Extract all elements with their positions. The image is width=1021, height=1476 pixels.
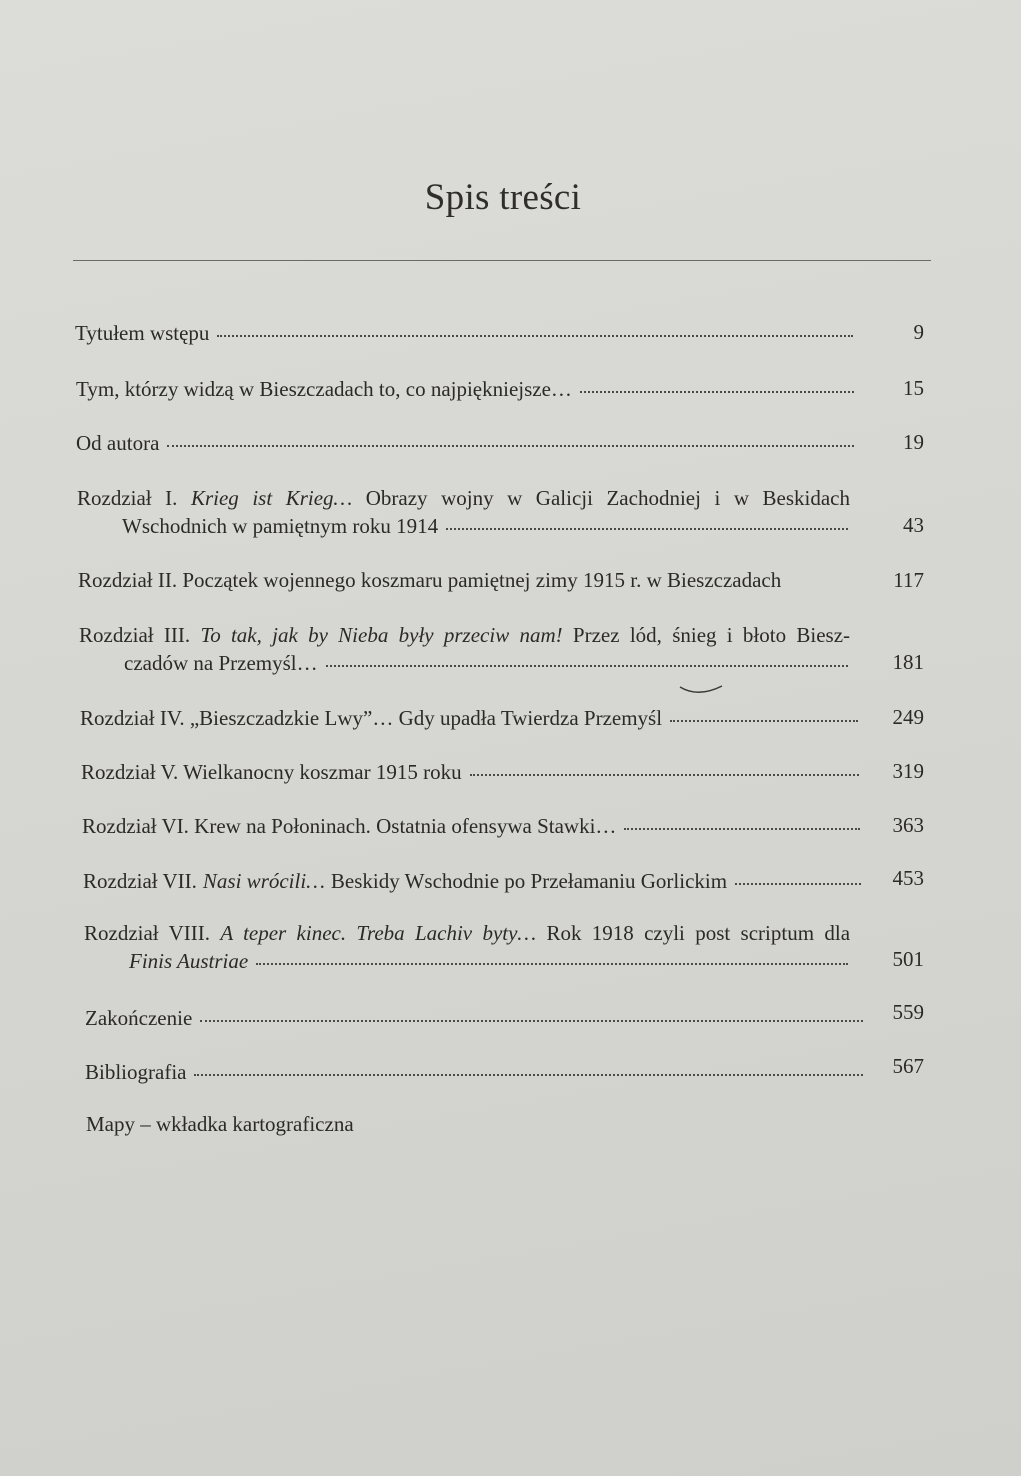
chapter-title-cont: Finis Austriae (129, 949, 249, 973)
entry-title: Zakończenie (85, 1006, 193, 1030)
toc-entry-dedication (76, 374, 856, 404)
chapter-title: Beskidy Wschodnie po Przełamaniu Gorlickim (330, 869, 728, 893)
page-number: 501 (892, 947, 924, 971)
chapter-number: Rozdział VII. (83, 869, 197, 893)
toc-entry-zakonczenie (85, 1003, 865, 1033)
page-number: 9 (913, 320, 924, 344)
page-number: 117 (893, 568, 924, 592)
page-number: 319 (892, 759, 924, 783)
page-number: 249 (892, 705, 924, 729)
entry-title: Tym, którzy widzą w Bieszczadach to, co najpiękniejsze… (76, 377, 572, 401)
toc-entry-rozdzial-8 (84, 919, 850, 976)
entry-title: Mapy – wkładka kartograficzna (86, 1112, 354, 1136)
chapter-title: Rozdział IV. „Bieszczadzkie Lwy”… Gdy upadła Twierdza Przemyśl (80, 706, 663, 730)
toc-entry-rozdzial-6 (82, 811, 862, 841)
page-number: 19 (903, 430, 924, 454)
toc-entry-rozdzial-5 (81, 757, 861, 787)
toc-entry-rozdzial-4 (80, 703, 860, 733)
page-title: Spis treści (424, 177, 582, 218)
entry-title: Bibliografia (85, 1060, 187, 1084)
pencil-mark-icon (678, 684, 724, 696)
chapter-title: Obrazy wojny w Galicji Zachodniej i w Beskidach (365, 486, 850, 510)
dot-leader (326, 645, 848, 667)
dot-leader (624, 808, 860, 830)
chapter-title-cont: czadów na Przemyśl… (124, 651, 318, 675)
chapter-italic-title: To tak, jak by Nieba były przeciw nam! (200, 623, 563, 647)
dot-leader (217, 315, 853, 337)
page-number: 453 (892, 866, 924, 890)
chapter-italic-title: Nasi wrócili… (202, 869, 325, 893)
dot-leader (470, 754, 859, 776)
entry-title: Od autora (76, 431, 160, 455)
page-number: 15 (903, 376, 924, 400)
toc-entry-rozdzial-3 (79, 621, 850, 678)
toc-entry-tytulem-wstepu (75, 318, 855, 348)
toc-entry-rozdzial-2 (78, 566, 858, 595)
toc-entry-rozdzial-7 (83, 866, 863, 896)
chapter-number: Rozdział VIII. (84, 921, 210, 945)
page-number: 363 (892, 813, 924, 837)
toc-entry-mapy (86, 1110, 866, 1139)
page-number: 43 (903, 513, 924, 537)
entry-title: Tytułem wstępu (75, 321, 210, 345)
dot-leader (194, 1054, 863, 1076)
dot-leader (670, 700, 858, 722)
chapter-title: Rozdział VI. Krew na Połoninach. Ostatnia ofensywa Stawki… (82, 814, 617, 838)
dot-leader (789, 564, 856, 584)
toc-entry-bibliografia (85, 1057, 865, 1087)
chapter-title: Przez lód, śnieg i błoto Biesz- (572, 623, 851, 647)
chapter-title-cont: Wschodnich w pamiętnym roku 1914 (122, 514, 439, 538)
toc-entry-rozdzial-1 (77, 484, 850, 541)
chapter-number: Rozdział I. (77, 486, 178, 510)
dot-leader (256, 943, 848, 965)
dot-leader (446, 508, 848, 530)
dot-leader (200, 1000, 863, 1022)
title-divider (73, 260, 931, 261)
chapter-italic-title: A teper kinec. Treba Lachiv byty… (220, 921, 537, 945)
chapter-title: Rozdział II. Początek wojennego koszmaru pamiętnej zimy 1915 r. w Bieszczadach (78, 568, 782, 592)
chapter-number: Rozdział III. (79, 623, 191, 647)
page-number: 567 (892, 1054, 924, 1078)
dot-leader (580, 371, 854, 393)
dot-leader (735, 863, 861, 885)
chapter-title: Rozdział V. Wielkanocny koszmar 1915 roku (81, 760, 462, 784)
chapter-italic-title: Krieg ist Krieg… (190, 486, 353, 510)
page-number: 559 (892, 1000, 924, 1024)
chapter-title: Rok 1918 czyli post scriptum dla (546, 921, 851, 945)
dot-leader (167, 425, 854, 447)
toc-entry-od-autora (76, 428, 856, 458)
page-number: 181 (892, 650, 924, 674)
